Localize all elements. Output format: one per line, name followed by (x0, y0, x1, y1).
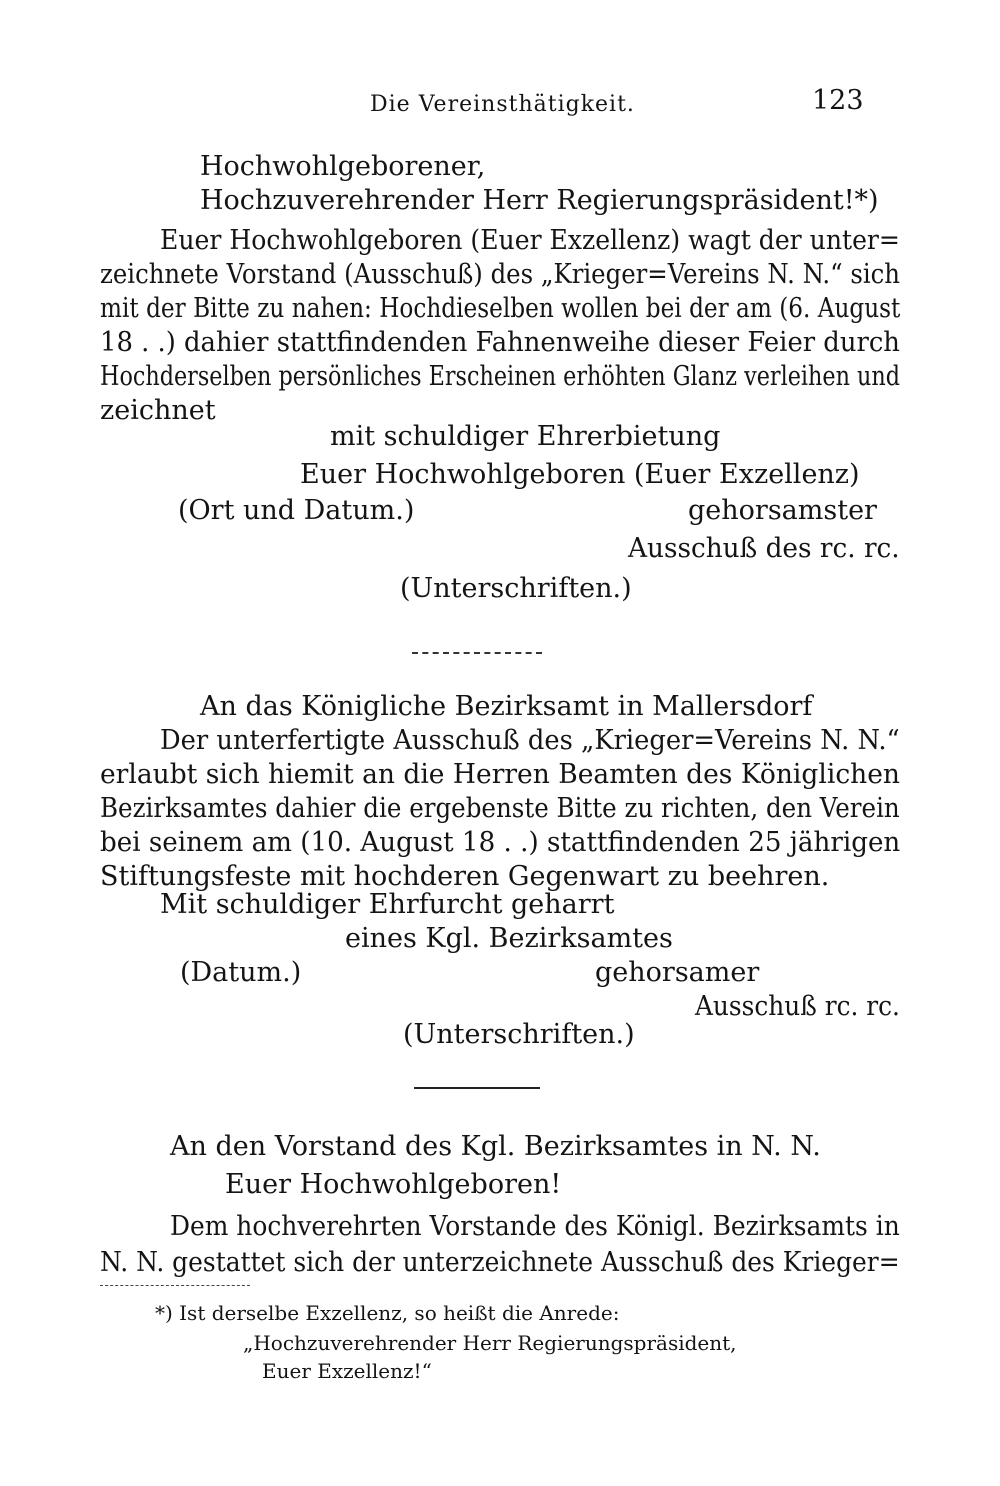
letter3-body-line-2: N. N. gestattet sich der unterzeichnete Ausschuß des Krieger= (100, 1247, 900, 1278)
letter1-closing-1: mit schuldiger Ehrerbietung (330, 421, 721, 452)
letter1-closing-2: Euer Hochwohlgeboren (Euer Exzellenz) (300, 459, 860, 490)
page-number: 123 (812, 85, 864, 116)
letter2-body-line-5: Stiftungsfeste mit hochderen Gegenwart zu beehren. (100, 861, 830, 892)
letter2-body-line-4: bei seinem am (10. August 18 . .) stattfindenden 25 jährigen (100, 827, 901, 858)
letter1-signatures: (Unterschriften.) (400, 573, 632, 604)
letter2-body-line-2: erlaubt sich hiemit an die Herren Beamten des Königlichen (100, 759, 900, 790)
letter1-body-line-3: mit der Bitte zu nahen: Hochdieselben wollen bei der am (6. August (100, 293, 901, 324)
letter2-obedient: gehorsamer (595, 957, 760, 988)
letter1-body-line-5: Hochderselben persönliches Erscheinen erhöhten Glanz verleihen und (100, 361, 900, 392)
letter1-salutation-1: Hochwohlgeborener, (200, 151, 486, 182)
footnote-line-2: „Hochzuverehrender Herr Regierungspräsident, (243, 1331, 737, 1355)
letter1-obedient: gehorsamster (688, 495, 877, 526)
footnote-line-3: Euer Exzellenz!“ (262, 1359, 432, 1383)
letter2-date: (Datum.) (180, 957, 302, 988)
letter3-salutation: Euer Hochwohlgeboren! (225, 1169, 562, 1200)
footnote-rule (100, 1285, 250, 1286)
letter2-address: An das Königliche Bezirksamt in Mallersdorf (200, 691, 813, 722)
letter3-body-line-1: Dem hochverehrten Vorstande des Königl. Bezirksamts in (170, 1211, 900, 1242)
letter3-address: An den Vorstand des Kgl. Bezirksamtes in N. N. (170, 1131, 821, 1162)
letter2-committee: Ausschuß rc. rc. (695, 991, 900, 1022)
letter2-body-line-1: Der unterfertigte Ausschuß des „Krieger=Vereins N. N.“ (160, 725, 900, 756)
letter1-body-line-1: Euer Hochwohlgeboren (Euer Exzellenz) wagt der unter= (160, 225, 900, 256)
letter1-salutation-2: Hochzuverehrender Herr Regierungspräsident!*) (200, 185, 879, 216)
letter1-body-line-2: zeichnete Vorstand (Ausschuß) des „Krieger=Vereins N. N.“ sich (100, 259, 901, 290)
running-header-title: Die Vereinsthätigkeit. (370, 92, 635, 117)
letter2-closing-2: eines Kgl. Bezirksamtes (345, 923, 673, 954)
letter2-signatures: (Unterschriften.) (403, 1019, 635, 1050)
section-divider-1 (412, 652, 542, 654)
letter1-body-line-6: zeichnet (100, 395, 216, 426)
section-divider-2 (414, 1087, 540, 1089)
letter2-closing-1: Mit schuldiger Ehrfurcht geharrt (160, 889, 615, 920)
letter2-body-line-3: Bezirksamtes dahier die ergebenste Bitte zu richten, den Verein (100, 793, 900, 824)
letter1-committee: Ausschuß des rc. rc. (628, 533, 900, 564)
letter1-body-line-4: 18 . .) dahier stattfindenden Fahnenweihe dieser Feier durch (100, 327, 900, 358)
letter1-place-date: (Ort und Datum.) (178, 495, 415, 526)
footnote-line-1: *) Ist derselbe Exzellenz, so heißt die Anrede: (155, 1301, 620, 1325)
